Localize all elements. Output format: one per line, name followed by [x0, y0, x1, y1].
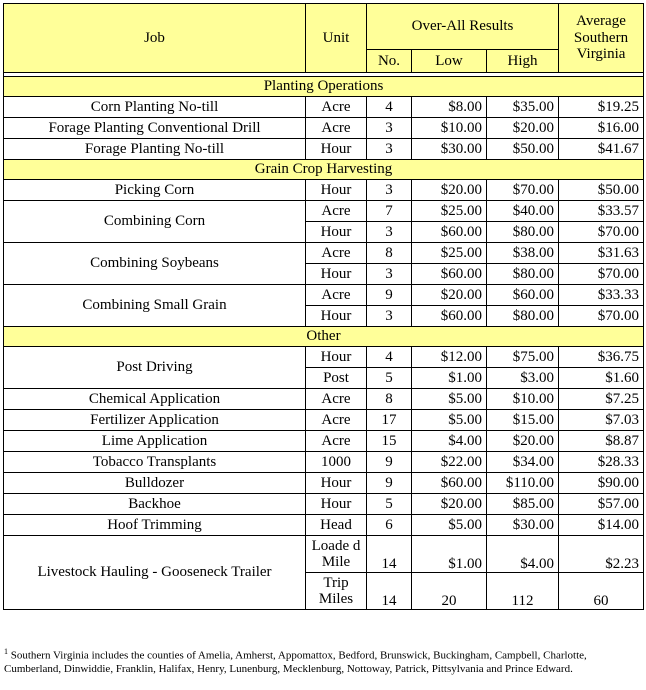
section-header-other: Other: [4, 327, 644, 347]
table-row: [4, 515, 644, 536]
average-cell: $33.57: [559, 201, 644, 222]
average-cell: $36.75: [559, 347, 644, 368]
table-row: [4, 285, 644, 306]
job-cell: Chemical Application: [4, 389, 306, 410]
average-cell: $70.00: [559, 306, 644, 327]
high-cell: $40.00: [487, 201, 559, 222]
average-cell: $28.33: [559, 452, 644, 473]
footnote-text: Southern Virginia includes the counties of Amelia, Amherst, Appomattox, Bedford, Brunswick, Buckingham, Campbell, Charlotte, Cumberland, Dinwiddie, Franklin, Halifax, Henry, Lunenburg, Mecklenburg, Nottoway, Patrick, Pittsylvania and Prince Edward.: [4, 649, 587, 675]
unit-cell: Acre: [306, 410, 367, 431]
table-row: [4, 494, 644, 515]
average-cell: $57.00: [559, 494, 644, 515]
job-cell: Forage Planting No-till: [4, 139, 306, 160]
average-cell: $41.67: [559, 139, 644, 160]
high-cell: $110.00: [487, 473, 559, 494]
average-cell: $70.00: [559, 264, 644, 285]
count-cell: 3: [367, 222, 412, 243]
section-header-grain: Grain Crop Harvesting: [4, 160, 644, 180]
average-cell: $7.25: [559, 389, 644, 410]
high-cell: 112: [487, 573, 559, 610]
average-cell: $50.00: [559, 180, 644, 201]
table-row: [4, 536, 644, 573]
high-cell: $38.00: [487, 243, 559, 264]
low-cell: $5.00: [412, 389, 487, 410]
average-cell: $14.00: [559, 515, 644, 536]
job-column-header: Job: [4, 4, 306, 73]
count-cell: 5: [367, 494, 412, 515]
count-cell: 6: [367, 515, 412, 536]
section-header-planting: Planting Operations: [4, 77, 644, 97]
count-cell: 9: [367, 285, 412, 306]
low-cell: $60.00: [412, 473, 487, 494]
high-cell: $20.00: [487, 431, 559, 452]
job-cell: Lime Application: [4, 431, 306, 452]
count-cell: 3: [367, 118, 412, 139]
high-cell: $50.00: [487, 139, 559, 160]
table-row: [4, 180, 644, 201]
unit-cell: Acre: [306, 389, 367, 410]
unit-cell: Hour: [306, 473, 367, 494]
count-cell: 17: [367, 410, 412, 431]
job-cell: Forage Planting Conventional Drill: [4, 118, 306, 139]
unit-cell: Hour: [306, 494, 367, 515]
high-cell: $75.00: [487, 347, 559, 368]
low-cell: $30.00: [412, 139, 487, 160]
table-row: [4, 389, 644, 410]
low-cell: $60.00: [412, 264, 487, 285]
count-cell: 3: [367, 139, 412, 160]
count-cell: 5: [367, 368, 412, 389]
unit-cell: Hour: [306, 264, 367, 285]
low-cell: $25.00: [412, 201, 487, 222]
high-cell: $85.00: [487, 494, 559, 515]
unit-cell: Hour: [306, 222, 367, 243]
table-row: [4, 118, 644, 139]
high-cell: $70.00: [487, 180, 559, 201]
low-cell: $60.00: [412, 306, 487, 327]
job-cell: Tobacco Transplants: [4, 452, 306, 473]
low-cell: $12.00: [412, 347, 487, 368]
count-cell: 3: [367, 180, 412, 201]
low-cell: $20.00: [412, 285, 487, 306]
count-cell: 4: [367, 347, 412, 368]
low-cell: $1.00: [412, 368, 487, 389]
footnote-marker: 1: [4, 647, 8, 656]
average-cell: $19.25: [559, 97, 644, 118]
count-cell: 15: [367, 431, 412, 452]
table-row: [4, 410, 644, 431]
table-row: [4, 473, 644, 494]
low-cell: $4.00: [412, 431, 487, 452]
job-cell: Combining Soybeans: [4, 243, 306, 285]
unit-cell: Acre: [306, 285, 367, 306]
low-cell: $20.00: [412, 180, 487, 201]
unit-cell: Acre: [306, 97, 367, 118]
job-cell: Bulldozer: [4, 473, 306, 494]
low-cell: $25.00: [412, 243, 487, 264]
overall-results-header: Over-All Results: [367, 4, 559, 50]
count-cell: 7: [367, 201, 412, 222]
average-cell: $31.63: [559, 243, 644, 264]
high-column-header: High: [487, 49, 559, 72]
job-cell: Hoof Trimming: [4, 515, 306, 536]
high-cell: $3.00: [487, 368, 559, 389]
low-cell: $8.00: [412, 97, 487, 118]
job-cell: Fertilizer Application: [4, 410, 306, 431]
unit-cell: Acre: [306, 201, 367, 222]
low-cell: $5.00: [412, 515, 487, 536]
job-cell: Post Driving: [4, 347, 306, 389]
count-cell: 4: [367, 97, 412, 118]
high-cell: $15.00: [487, 410, 559, 431]
average-cell: $8.87: [559, 431, 644, 452]
average-cell: $16.00: [559, 118, 644, 139]
no-column-header: No.: [367, 49, 412, 72]
low-cell: $60.00: [412, 222, 487, 243]
high-cell: $30.00: [487, 515, 559, 536]
table-row: [4, 139, 644, 160]
unit-cell: Head: [306, 515, 367, 536]
count-cell: 14: [367, 536, 412, 573]
custom-rates-table: [3, 3, 644, 610]
job-cell: Picking Corn: [4, 180, 306, 201]
low-column-header: Low: [412, 49, 487, 72]
unit-cell: Acre: [306, 431, 367, 452]
job-cell: Combining Corn: [4, 201, 306, 243]
unit-cell: Hour: [306, 306, 367, 327]
table-row: [4, 243, 644, 264]
unit-cell: 1000: [306, 452, 367, 473]
table-row: [4, 347, 644, 368]
footnote: [4, 645, 642, 676]
unit-cell: Post: [306, 368, 367, 389]
average-column-header: Average Southern Virginia: [559, 4, 644, 73]
unit-column-header: Unit: [306, 4, 367, 73]
high-cell: $60.00: [487, 285, 559, 306]
high-cell: $10.00: [487, 389, 559, 410]
job-cell: Backhoe: [4, 494, 306, 515]
low-cell: $1.00: [412, 536, 487, 573]
low-cell: $10.00: [412, 118, 487, 139]
count-cell: 3: [367, 264, 412, 285]
high-cell: $35.00: [487, 97, 559, 118]
high-cell: $80.00: [487, 306, 559, 327]
high-cell: $4.00: [487, 536, 559, 573]
table-row: [4, 431, 644, 452]
count-cell: 8: [367, 389, 412, 410]
average-cell: $1.60: [559, 368, 644, 389]
high-cell: $80.00: [487, 264, 559, 285]
job-cell: Combining Small Grain: [4, 285, 306, 327]
average-cell: $70.00: [559, 222, 644, 243]
count-cell: 9: [367, 452, 412, 473]
low-cell: $5.00: [412, 410, 487, 431]
low-cell: $22.00: [412, 452, 487, 473]
average-cell: 60: [559, 573, 644, 610]
count-cell: 3: [367, 306, 412, 327]
table-row: [4, 201, 644, 222]
unit-cell: Hour: [306, 139, 367, 160]
average-cell: $7.03: [559, 410, 644, 431]
unit-cell: Acre: [306, 243, 367, 264]
unit-cell: Loade d Mile: [306, 536, 367, 573]
count-cell: 8: [367, 243, 412, 264]
count-cell: 9: [367, 473, 412, 494]
unit-cell: Acre: [306, 118, 367, 139]
low-cell: $20.00: [412, 494, 487, 515]
average-cell: $90.00: [559, 473, 644, 494]
high-cell: $20.00: [487, 118, 559, 139]
job-cell: Livestock Hauling - Gooseneck Trailer: [4, 536, 306, 610]
average-cell: $2.23: [559, 536, 644, 573]
table-row: [4, 97, 644, 118]
unit-cell: Hour: [306, 347, 367, 368]
unit-cell: Hour: [306, 180, 367, 201]
count-cell: 14: [367, 573, 412, 610]
high-cell: $80.00: [487, 222, 559, 243]
average-cell: $33.33: [559, 285, 644, 306]
header-row-1: [4, 4, 644, 50]
table-row: [4, 452, 644, 473]
low-cell: 20: [412, 573, 487, 610]
high-cell: $34.00: [487, 452, 559, 473]
job-cell: Corn Planting No-till: [4, 97, 306, 118]
unit-cell: Trip Miles: [306, 573, 367, 610]
